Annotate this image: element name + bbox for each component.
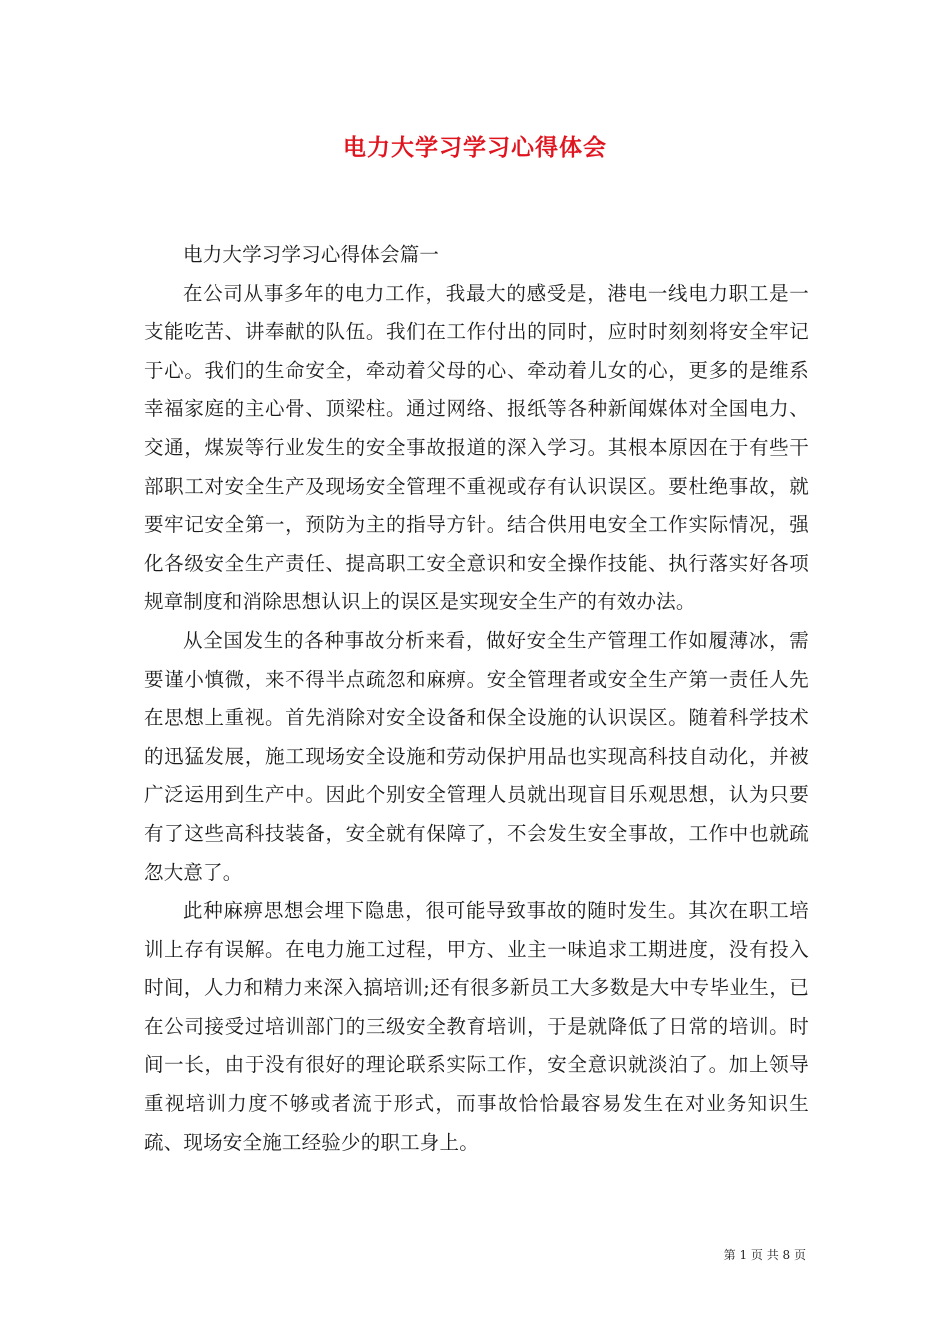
document-title: 电力大学习学习心得体会 — [343, 134, 607, 161]
body-paragraph-1: 在公司从事多年的电力工作，我最大的感受是，港电一线电力职工是一支能吃苦、讲奉献的队伍。我们在工作付出的同时，应时时刻刻将安全牢记于心。我们的生命安全，牵动着父母的心、牵动着儿女的心，更多的是维系幸福家庭的主心骨、顶梁柱。通过网络、报纸等各种新闻媒体对全国电力、交通，煤炭等行业发生的安全事故报道的深入学习。其根本原因在于有些干部职工对安全生产及现场安全管理不重视或存有认识误区。要杜绝事故，就要牢记安全第一，预防为主的指导方针。结合供用电安全工作实际情况，强化各级安全生产责任、提高职工安全意识和安全操作技能、执行落实好各项规章制度和消除思想认识上的误区是实现安全生产的有效办法。 — [144, 281, 809, 614]
section-subheading: 电力大学习学习心得体会篇一 — [183, 243, 440, 266]
page-number-footer: 第 1 页 共 8 页 — [723, 1248, 806, 1262]
body-paragraph-2: 从全国发生的各种事故分析来看，做好安全生产管理工作如履薄冰，需要谨小慎微，来不得半点疏忽和麻痹。安全管理者或安全生产第一责任人先在思想上重视。首先消除对安全设备和保全设施的认识误区。随着科学技术的迅猛发展，施工现场安全设施和劳动保护用品也实现高科技自动化，并被广泛运用到生产中。因此个别安全管理人员就出现盲目乐观思想，认为只要有了这些高科技装备，安全就有保障了，不会发生安全事故，工作中也就疏忽大意了。 — [144, 628, 809, 884]
body-paragraph-3: 此种麻痹思想会埋下隐患，很可能导致事故的随时发生。其次在职工培训上存有误解。在电力施工过程，甲方、业主一味追求工期进度，没有投入时间，人力和精力来深入搞培训;还有很多新员工大多数是大中专毕业生，已在公司接受过培训部门的三级安全教育培训，于是就降低了日常的培训。时间一长，由于没有很好的理论联系实际工作，安全意识就淡泊了。加上领导重视培训力度不够或者流于形式，而事故恰恰最容易发生在对业务知识生疏、现场安全施工经验少的职工身上。 — [144, 899, 809, 1154]
document-body — [144, 236, 809, 1162]
